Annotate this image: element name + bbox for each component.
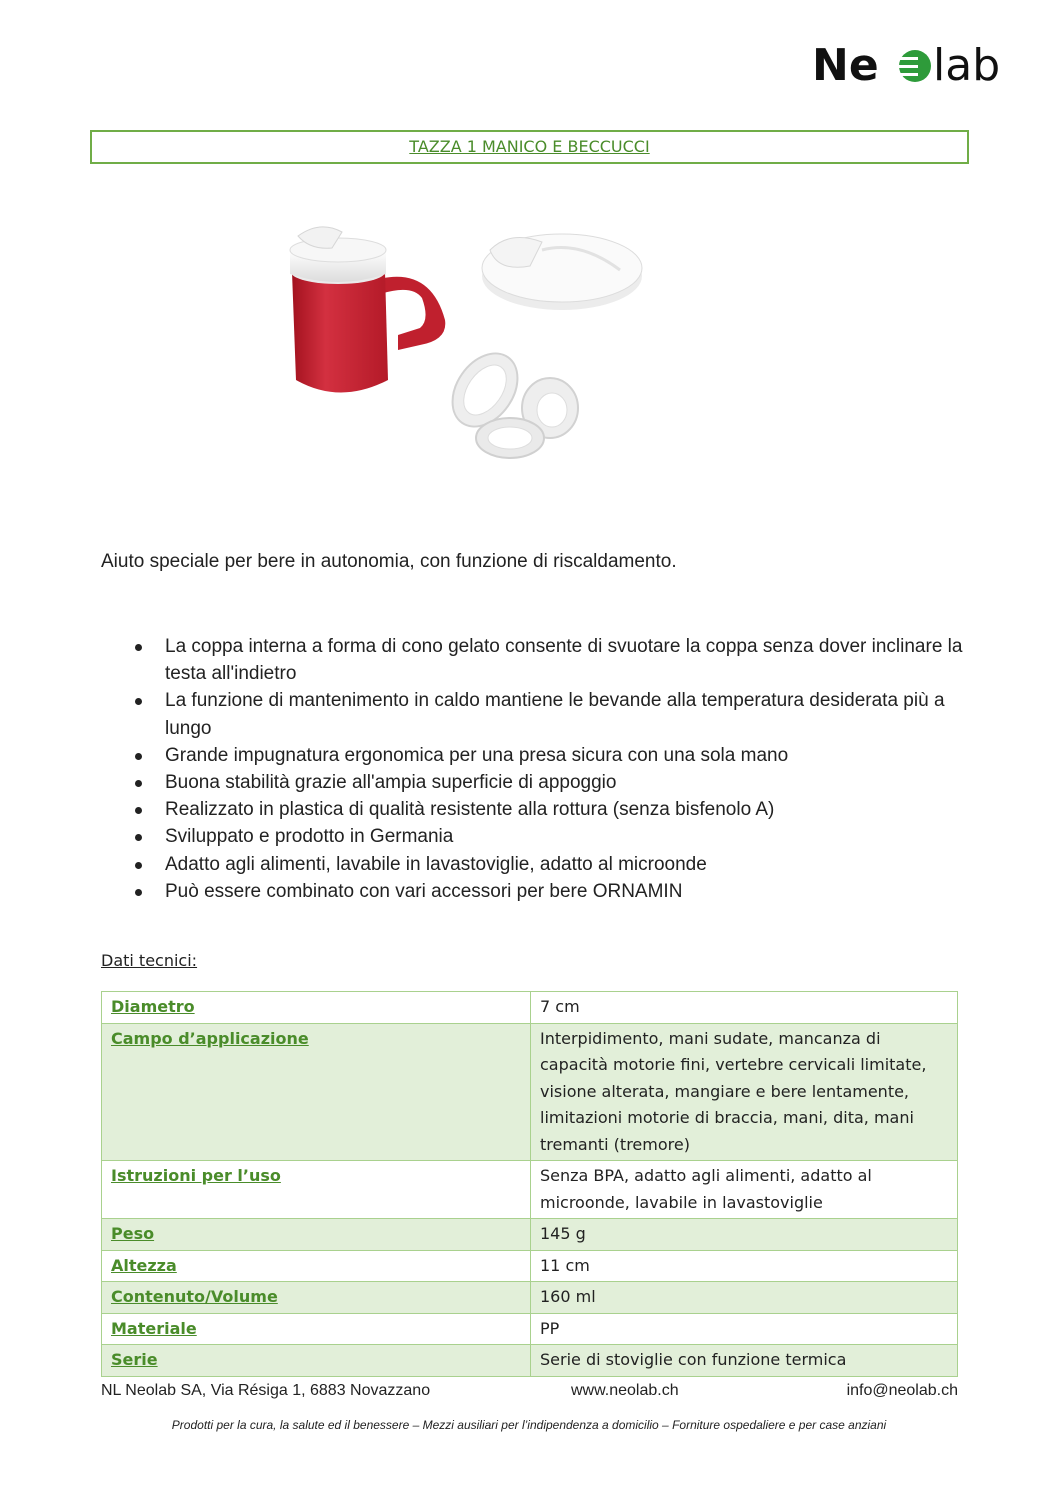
spec-key: Diametro bbox=[102, 992, 531, 1024]
feature-list bbox=[130, 633, 980, 905]
feature-item: La funzione di mantenimento in caldo mantiene le bevande alla temperatura desiderata più a lungo bbox=[130, 687, 980, 741]
spec-row-diametro bbox=[102, 992, 958, 1024]
intro-text: Aiuto speciale per bere in autonomia, con funzione di riscaldamento. bbox=[101, 551, 677, 572]
spec-key: Altezza bbox=[102, 1250, 531, 1282]
spec-value: Serie di stoviglie con funzione termica bbox=[531, 1345, 958, 1377]
feature-item: La coppa interna a forma di cono gelato consente di svuotare la coppa senza dover inclinare la testa all'indietro bbox=[130, 633, 980, 687]
spec-key: Materiale bbox=[102, 1313, 531, 1345]
spec-value: Senza BPA, adatto agli alimenti, adatto al microonde, lavabile in lavastoviglie bbox=[531, 1161, 958, 1219]
neolab-logo bbox=[812, 38, 1012, 90]
spec-table bbox=[101, 991, 958, 1377]
product-image bbox=[280, 210, 660, 480]
spec-row-altezza bbox=[102, 1250, 958, 1282]
feature-item: Realizzato in plastica di qualità resistente alla rottura (senza bisfenolo A) bbox=[130, 796, 980, 823]
spec-key: Istruzioni per l’uso bbox=[102, 1161, 531, 1219]
feature-item: Grande impugnatura ergonomica per una presa sicura con una sola mano bbox=[130, 742, 980, 769]
logo-text-left: Ne bbox=[812, 40, 879, 90]
title-box bbox=[90, 130, 969, 164]
spec-value: Interpidimento, mani sudate, mancanza di capacità motorie fini, vertebre cervicali limitate, visione alterata, mangiare e bere lentamente, limitazioni motorie di braccia, mani, dita, mani tremanti (tremore) bbox=[531, 1023, 958, 1161]
feature-item: Sviluppato e prodotto in Germania bbox=[130, 823, 980, 850]
logo-text-right: lab bbox=[933, 40, 1001, 90]
spec-row-campo bbox=[102, 1023, 958, 1161]
spec-value: 11 cm bbox=[531, 1250, 958, 1282]
feature-item: Può essere combinato con vari accessori per bere ORNAMIN bbox=[130, 878, 980, 905]
spec-value: 145 g bbox=[531, 1219, 958, 1251]
spec-value: 160 ml bbox=[531, 1282, 958, 1314]
spec-key: Serie bbox=[102, 1345, 531, 1377]
mug-body bbox=[292, 272, 388, 393]
neolab-logo-graphic bbox=[812, 38, 1012, 90]
spec-key: Campo d’applicazione bbox=[102, 1023, 531, 1161]
footer-tagline: Prodotti per la cura, la salute ed il benessere – Mezzi ausiliari per l’indipendenza a domicilio – Forniture ospedaliere e per case anziani bbox=[171, 1418, 887, 1432]
product-illustration bbox=[280, 210, 660, 480]
spec-row-materiale bbox=[102, 1313, 958, 1345]
logo-o-mark bbox=[898, 50, 931, 82]
spec-row-contenuto bbox=[102, 1282, 958, 1314]
tech-data-heading: Dati tecnici: bbox=[101, 951, 198, 970]
feature-item: Adatto agli alimenti, lavabile in lavastoviglie, adatto al microonde bbox=[130, 851, 980, 878]
footer-email-link[interactable]: info@neolab.ch bbox=[846, 1382, 958, 1399]
spec-row-istruzioni bbox=[102, 1161, 958, 1219]
spec-key: Contenuto/Volume bbox=[102, 1282, 531, 1314]
ring-insert-3 bbox=[476, 418, 544, 458]
spec-key: Peso bbox=[102, 1219, 531, 1251]
spec-row-serie bbox=[102, 1345, 958, 1377]
footer-website-link[interactable]: www.neolab.ch bbox=[571, 1382, 679, 1399]
feature-item: Buona stabilità grazie all'ampia superficie di appoggio bbox=[130, 769, 980, 796]
footer-address: NL Neolab SA, Via Résiga 1, 6883 Novazzano bbox=[101, 1382, 431, 1399]
spec-value: 7 cm bbox=[531, 992, 958, 1024]
spec-row-peso bbox=[102, 1219, 958, 1251]
page-title: TAZZA 1 MANICO E BECCUCCI bbox=[409, 137, 650, 156]
spec-value: PP bbox=[531, 1313, 958, 1345]
